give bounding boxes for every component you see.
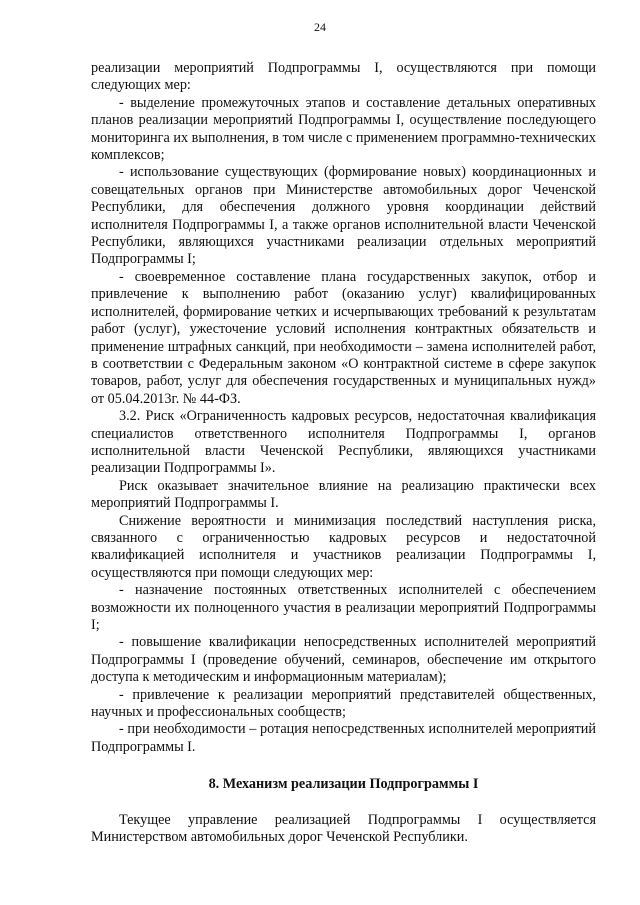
list-item-permanent-executors: - назначение постоянных ответственных исполнителей с обеспечением возможности их полноценного участия в реализации мероприятий Подпрограммы I; [91,582,596,633]
list-item-intermediate-stages: - выделение промежуточных этапов и составление детальных оперативных планов реализации мероприятий Подпрограммы I, осуществление последующего мониторинга их выполнения, в том числе с применением программно-технических комплексов; [91,94,596,164]
list-item-qualification: - повышение квалификации непосредственных исполнителей мероприятий Подпрограммы I (проведение обучений, семинаров, обеспечение им открытого доступа к методическим и информационным материалам); [91,634,596,686]
paragraph-intro: реализации мероприятий Подпрограммы I, осуществляются при помощи следующих мер: [91,60,596,94]
list-item-coordination-bodies: - использование существующих (формирование новых) координационных и совещательных органов при Министерстве автомобильных дорог Чеченской Республики, для обеспечения должного уровня координации действий исполнителя Подпрограммы I, а также органов исполнительной власти Чеченской Республики, являющихся участниками реализации отдельных мероприятий Подпрограммы I; [91,164,596,268]
paragraph-risk-3-2: 3.2. Риск «Ограниченность кадровых ресурсов, недостаточная квалификация специалистов ответственного исполнителя Подпрограммы I, органов исполнительной власти Чеченской Республики, являющихся участниками реализации Подпрограммы I». [91,408,596,477]
section-heading: 8. Механизм реализации Подпрограммы I [208,776,479,793]
list-item-procurement-plan: - своевременное составление плана государственных закупок, отбор и привлечение к выполнению работ (оказанию услуг) квалифицированных исполнителей, формирование четких и исчерпывающих требований к результатам работ (услуг), ужесточение условий исполнения контрактных обязательств и применение штрафных санкций, при необходимости – замена исполнителей работ, в соответствии с Федеральным законом «О контрактной системе в сфере закупок товаров, работ, услуг для обеспечения государственных и муниципальных нужд» от 05.04.2013г. № 44-ФЗ. [91,268,596,407]
list-item-community-involvement: - привлечение к реализации мероприятий представителей общественных, научных и профессиональных сообществ; [91,686,596,721]
document-body [91,60,596,846]
list-item-rotation: - при необходимости – ротация непосредственных исполнителей мероприятий Подпрограммы I. [91,721,596,755]
paragraph-risk-mitigation: Снижение вероятности и минимизация последствий наступления риска, связанного с ограниченностью кадровых ресурсов и недостаточной квалификацией исполнителя и участников реализации Подпрограммы I, осуществляются при помощи следующих мер: [91,512,596,581]
paragraph-risk-impact: Риск оказывает значительное влияние на реализацию практически всех мероприятий Подпрограммы I. [91,477,596,512]
page-number: 24 [314,20,326,34]
paragraph-current-management: Текущее управление реализацией Подпрограммы I осуществляется Министерством автомобильных дорог Чеченской Республики. [91,811,596,846]
